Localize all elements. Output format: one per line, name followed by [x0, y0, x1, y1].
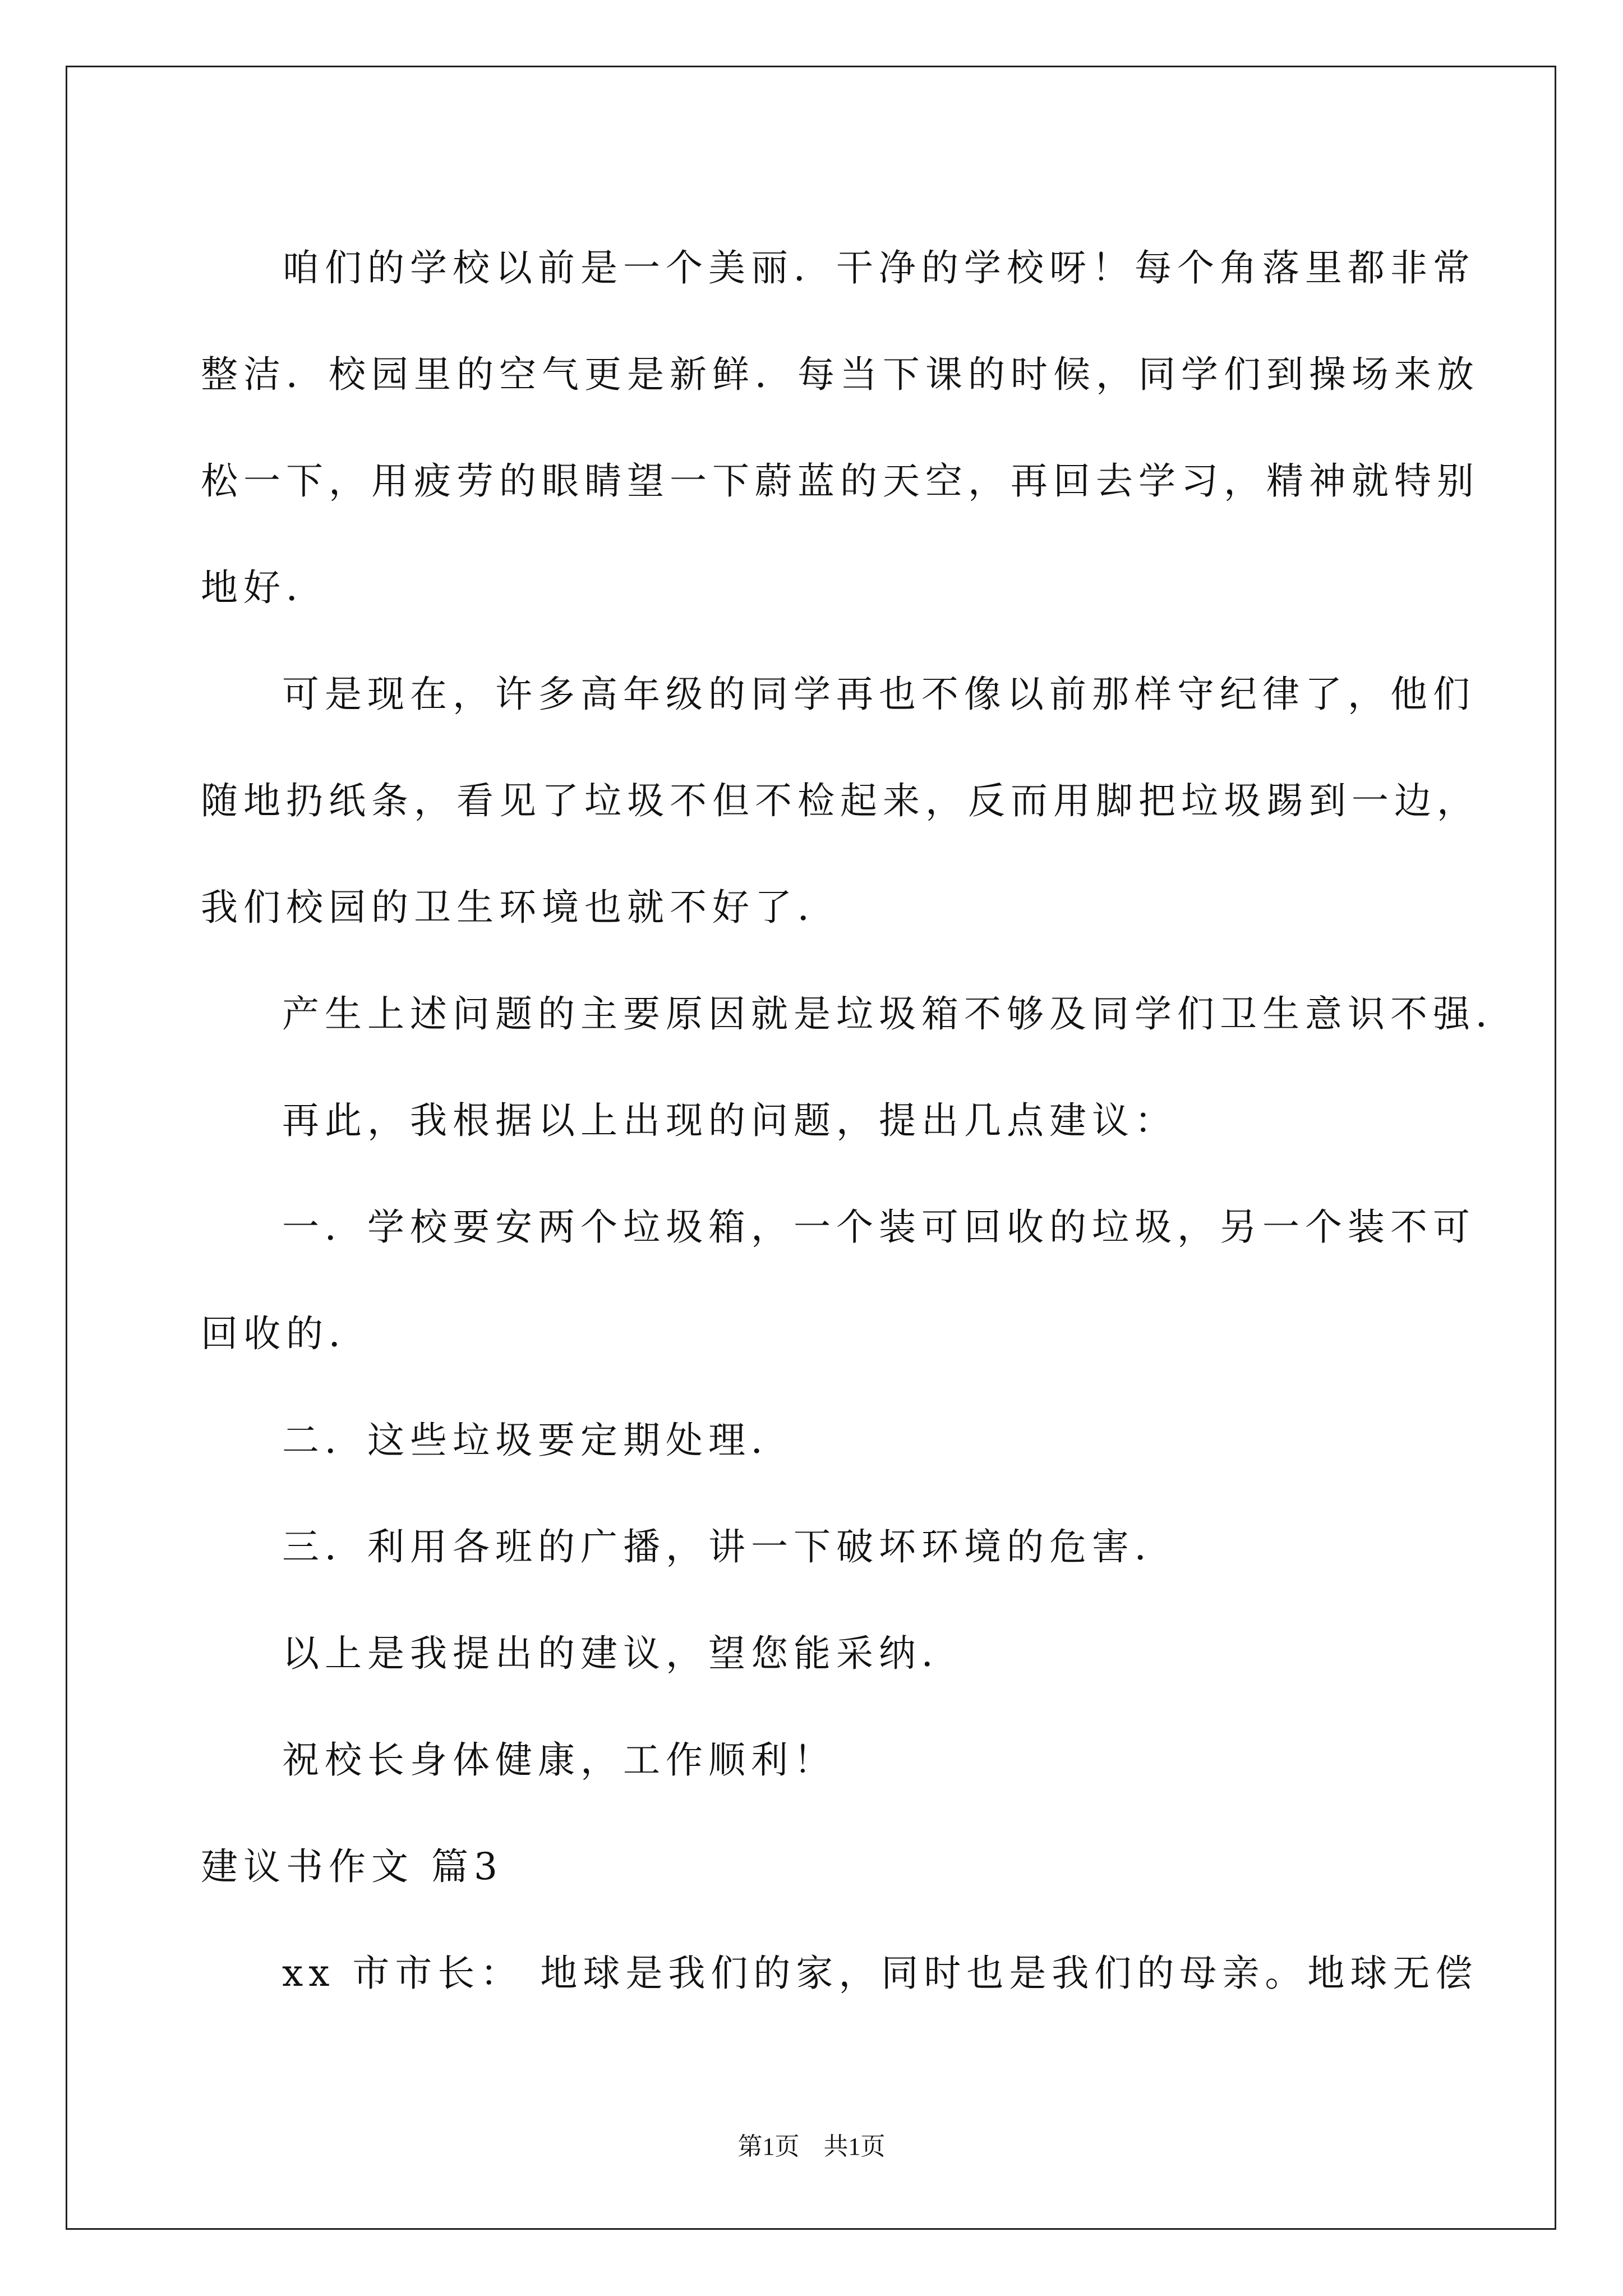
paragraph-line: xx 市市长： 地球是我们的家，同时也是我们的母亲。地球无偿	[282, 1952, 1478, 1995]
paragraph-line: 地好．	[201, 566, 329, 609]
paragraph-line: 我们校园的卫生环境也就不好了．	[201, 886, 840, 929]
section-heading: 建议书作文 篇3	[201, 1845, 503, 1888]
document-body	[201, 215, 1518, 2027]
paragraph-line: 咱们的学校以前是一个美丽．干净的学校呀！每个角落里都非常	[282, 246, 1476, 289]
closing-wish: 祝校长身体健康，工作顺利！	[282, 1738, 836, 1782]
page-total: 共1页	[823, 2133, 886, 2160]
list-item-2: 二．这些垃圾要定期处理．	[282, 1419, 794, 1462]
paragraph-line: 松一下，用疲劳的眼睛望一下蔚蓝的天空，再回去学习，精神就特别	[201, 459, 1479, 503]
page-footer	[0, 2126, 1623, 2162]
page-number: 第1页	[737, 2133, 800, 2160]
paragraph-line: 再此，我根据以上出现的问题，提出几点建议：	[282, 1099, 1177, 1142]
paragraph-line: 随地扔纸条，看见了垃圾不但不检起来，反而用脚把垃圾踢到一边，	[201, 779, 1479, 822]
closing-line: 以上是我提出的建议，望您能采纳．	[282, 1632, 964, 1675]
paragraph-line: 产生上述问题的主要原因就是垃圾箱不够及同学们卫生意识不强．	[282, 992, 1518, 1036]
paragraph-line: 可是现在，许多高年级的同学再也不像以前那样守纪律了，他们	[282, 673, 1476, 716]
list-item-1: 一．学校要安两个垃圾箱，一个装可回收的垃圾，另一个装不可	[282, 1205, 1476, 1249]
paragraph-line: 整洁．校园里的空气更是新鲜．每当下课的时候，同学们到操场来放	[201, 353, 1479, 396]
list-item-3: 三．利用各班的广播，讲一下破坏环境的危害．	[282, 1525, 1177, 1568]
list-item-1-continued: 回收的．	[201, 1312, 371, 1355]
